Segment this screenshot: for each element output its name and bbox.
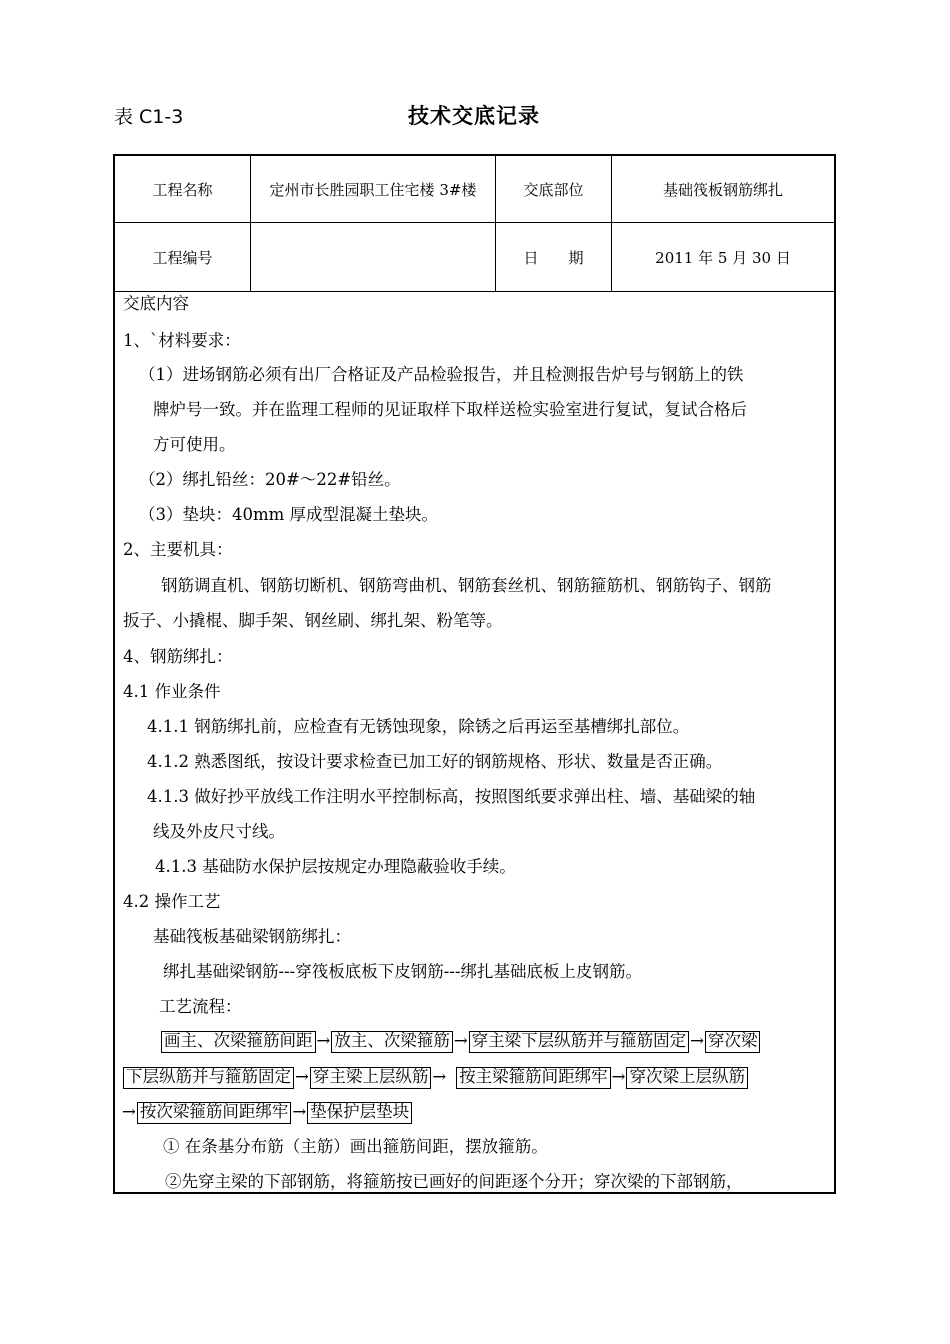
content-line: 2、主要机具：	[123, 540, 233, 559]
flow-arrow-icon: →	[432, 1067, 447, 1086]
document-title: 技术交底记录	[408, 104, 540, 128]
position-value: 基础筏板钢筋绑扎	[662, 180, 783, 199]
flow-arrow-icon: →	[611, 1067, 626, 1086]
flow-arrow-icon: →	[295, 1067, 309, 1086]
content-line: 4、钢筋绑扎：	[123, 647, 233, 666]
content-line: ① 在条基分布筋（主筋）画出箍筋间距，摆放箍筋。	[163, 1137, 548, 1156]
flow-step: 穿主梁上层纵筋	[310, 1067, 432, 1089]
flow-arrow-icon: →	[316, 1031, 331, 1050]
flow-step: 画主、次梁箍筋间距	[161, 1031, 316, 1053]
content-line: 4.2 操作工艺	[123, 892, 221, 911]
flow-step: 穿次梁	[705, 1031, 761, 1053]
position-label: 交底部位	[523, 180, 584, 199]
content-line: 工艺流程：	[159, 997, 242, 1016]
content-line: （3）垫块：40mm 厚成型混凝土垫块。	[139, 505, 439, 524]
project-name-value: 定州市长胜园职工住宅楼 3#楼	[269, 180, 477, 199]
process-flow-row	[161, 1031, 760, 1053]
project-no-label: 工程编号	[152, 248, 213, 267]
content-line: 绑扎基础梁钢筋---穿筏板底板下皮钢筋---绑扎基础底板上皮钢筋。	[163, 962, 642, 981]
flow-step: 穿主梁下层纵筋并与箍筋固定	[469, 1031, 690, 1053]
flow-step: 按次梁箍筋间距绑牢	[137, 1102, 292, 1124]
flow-arrow-icon: →	[690, 1031, 704, 1050]
date-value: 2011 年 5 月 30 日	[655, 248, 791, 267]
content-line: ②先穿主梁的下部钢筋，将箍筋按已画好的间距逐个分开；穿次梁的下部钢筋，	[165, 1172, 743, 1191]
date-label: 日 期	[523, 248, 584, 267]
flow-step: 下层纵筋并与箍筋固定	[123, 1067, 294, 1089]
flow-step: 按主梁箍筋间距绑牢	[456, 1067, 611, 1089]
content-line: 基础筏板基础梁钢筋绑扎：	[153, 927, 351, 946]
form-code: 表 C1-3	[114, 106, 184, 128]
content-line: 牌炉号一致。并在监理工程师的见证取样下取样送检实验室进行复试，复试合格后	[153, 400, 747, 419]
process-flow-row	[121, 1102, 412, 1124]
process-flow-row	[123, 1067, 748, 1089]
flow-step: 放主、次梁箍筋	[331, 1031, 453, 1053]
flow-arrow-icon: →	[292, 1102, 307, 1121]
content-line: 4.1.3 做好抄平放线工作注明水平控制标高，按照图纸要求弹出柱、墙、基础梁的轴	[147, 787, 756, 806]
content-line: 4.1.2 熟悉图纸，按设计要求检查已加工好的钢筋规格、形状、数量是否正确。	[147, 752, 723, 771]
flow-step: 穿次梁上层纵筋	[626, 1067, 748, 1089]
content-line: （2）绑扎铅丝：20#～22#铅丝。	[139, 470, 401, 489]
content-line: 4.1.1 钢筋绑扎前，应检查有无锈蚀现象，除锈之后再运至基槽绑扎部位。	[147, 717, 690, 736]
project-no-value	[251, 223, 495, 291]
flow-arrow-icon: →	[122, 1102, 136, 1121]
project-name-label: 工程名称	[152, 180, 213, 199]
flow-step: 垫保护层垫块	[307, 1102, 412, 1124]
content-line: 4.1.3 基础防水保护层按规定办理隐蔽验收手续。	[155, 857, 516, 876]
content-line: 钢筋调直机、钢筋切断机、钢筋弯曲机、钢筋套丝机、钢筋箍筋机、钢筋钩子、钢筋	[161, 576, 772, 595]
record-table	[113, 154, 836, 1194]
content-line: 方可使用。	[153, 435, 236, 454]
table-divider	[115, 291, 834, 292]
flow-arrow-icon: →	[453, 1031, 468, 1050]
content-line: 1、`材料要求：	[123, 331, 241, 350]
content-heading: 交底内容	[123, 294, 189, 313]
content-line: （1）进场钢筋必须有出厂合格证及产品检验报告，并且检测报告炉号与钢筋上的铁	[139, 365, 744, 384]
content-line: 线及外皮尺寸线。	[153, 822, 285, 841]
content-line: 4.1 作业条件	[123, 682, 221, 701]
content-line: 扳子、小撬棍、脚手架、钢丝刷、绑扎架、粉笔等。	[123, 611, 503, 630]
